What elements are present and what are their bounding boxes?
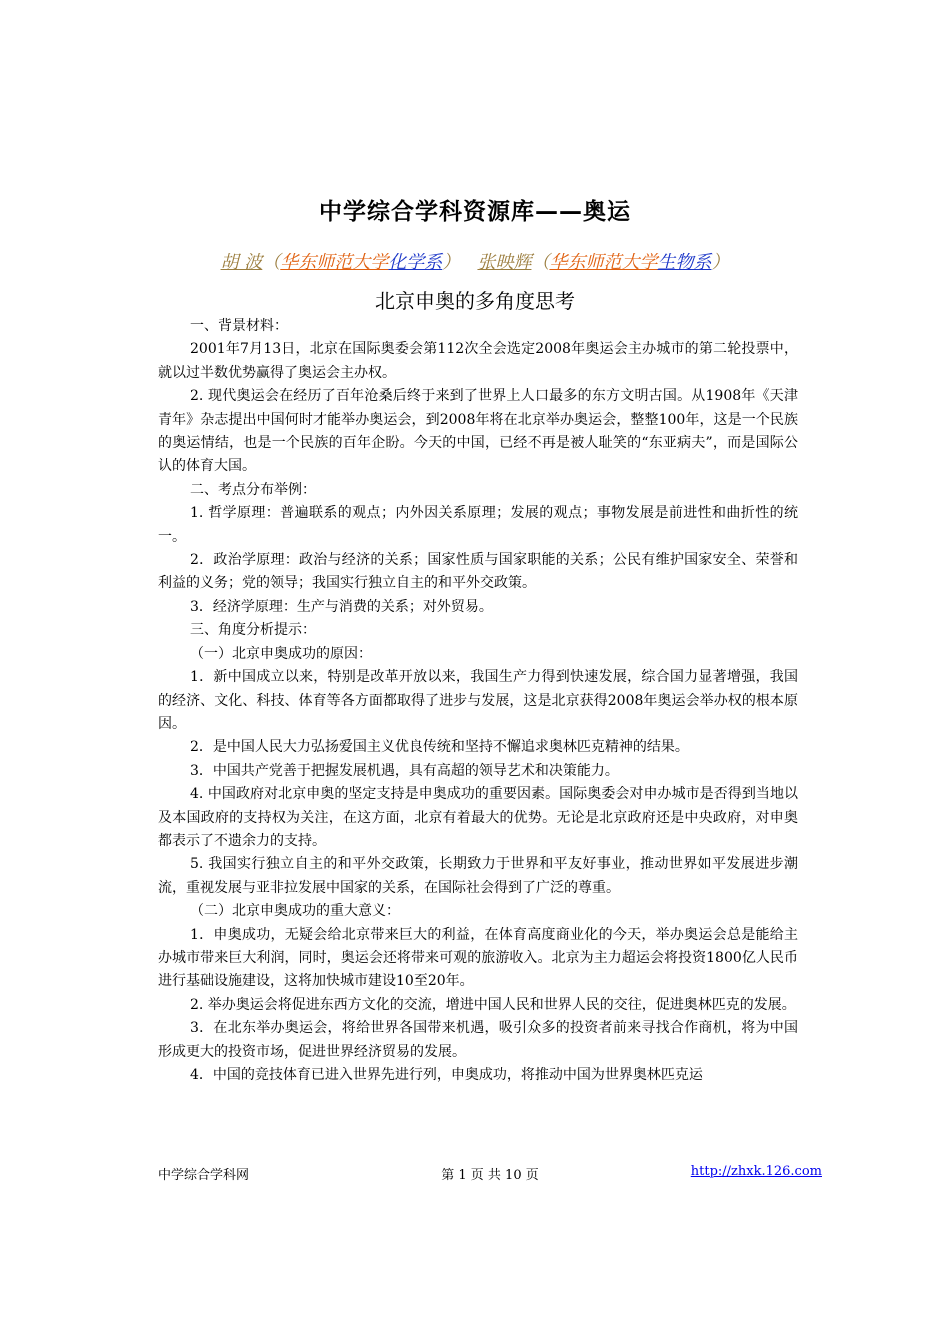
department-link-biology[interactable]: 生物系 — [657, 252, 712, 273]
author-line — [0, 248, 950, 274]
paragraph: （一）北京申奥成功的原因： — [190, 645, 372, 662]
close-paren: ） — [711, 252, 730, 273]
page-footer — [158, 1164, 822, 1184]
paragraph: 一、背景材料： — [190, 318, 288, 334]
article-body — [158, 315, 798, 1087]
paragraph: 2. 现代奥运会在经历了百年沧桑后终于来到了世界上人口最多的东方文明古国。从1908年《天津青年》杂志提出中国何时才能举办奥运会，到2008年将在北京举办奥运会，整整100年，这是一个民族的奥运情结，也是一个民族的百年企盼。今天的中国，已经不再是被人耻笑的“东亚病夫”，而是国际公认的体育大国。 — [158, 388, 798, 475]
close-paren: ） — [442, 252, 461, 273]
paragraph: 1. 哲学原理：普遍联系的观点；内外因关系原理；发展的观点；事物发展是前进性和曲折性的统一。 — [158, 505, 798, 545]
paragraph: 3．经济学原理：生产与消费的关系；对外贸易。 — [190, 598, 493, 615]
paragraph: 5. 我国实行独立自主的和平外交政策，长期致力于世界和平友好事业，推动世界如平发展进步潮流，重视发展与亚非拉发展中国家的关系，在国际社会得到了广泛的尊重。 — [158, 856, 798, 896]
paragraph: （二）北京申奥成功的重大意义： — [190, 903, 400, 920]
document-title: 中学综合学科资源库——奥运 — [319, 199, 631, 225]
paragraph: 4. 中国政府对北京申奥的坚定支持是申奥成功的重要因素。国际奥委会对申办城市是否得到当地以及本国政府的支持权为关注，在这方面，北京有着最大的优势。无论是北京政府还是中央政府，对申奥都表示了不遗余力的支持。 — [158, 786, 798, 849]
paragraph: 2．是中国人民大力弘扬爱国主义优良传统和坚持不懈追求奥林匹克精神的结果。 — [190, 739, 689, 756]
paragraph: 2. 举办奥运会将促进东西方文化的交流，增进中国人民和世界人民的交往，促进奥林匹克的发展。 — [190, 996, 796, 1013]
paragraph: 3．中国共产党善于把握发展机遇，具有高超的领导艺术和决策能力。 — [190, 762, 619, 779]
footer-site-link[interactable]: http://zhxk.126.com — [690, 1164, 822, 1179]
author-link-hu-bo[interactable]: 胡 波 — [220, 252, 263, 273]
footer-site-name: 中学综合学科网 — [158, 1168, 250, 1183]
footer-page-number: 第 1 页 共 10 页 — [441, 1168, 539, 1183]
paragraph: 1．申奥成功，无疑会给北京带来巨大的利益，在体育高度商业化的今天，举办奥运会总是能给主办城市带来巨大利润，同时，奥运会还将带来可观的旅游收入。北京为主力超运会将投资1800亿人民币进行基础设施建设，这将加快城市建设10至20年。 — [158, 926, 798, 990]
paragraph: 1．新中国成立以来，特别是改革开放以来，我国生产力得到快速发展，综合国力显著增强，我国的经济、文化、科技、体育等各方面都取得了进步与发展，这是北京获得2008年奥运会举办权的根本原因。 — [158, 669, 798, 732]
article-subtitle: 北京申奥的多角度思考 — [375, 289, 575, 313]
paragraph: 二、考点分布举例： — [190, 481, 316, 498]
open-paren: （ — [531, 252, 550, 273]
paragraph: 三、角度分析提示： — [190, 622, 316, 639]
paragraph: 4．中国的竞技体育已进入世界先进行列，申奥成功，将推动中国为世界奥林匹克运 — [190, 1067, 703, 1083]
author-link-zhang-yinghui[interactable]: 张映辉 — [477, 252, 532, 273]
paragraph: 2．政治学原理：政治与经济的关系；国家性质与国家职能的关系；公民有维护国家安全、荣誉和利益的义务；党的领导；我国实行独立自主的和平外交政策。 — [158, 552, 798, 592]
university-link-1[interactable]: 华东师范大学 — [280, 252, 389, 273]
open-paren: （ — [262, 252, 281, 273]
department-link-chemistry[interactable]: 化学系 — [388, 252, 443, 273]
paragraph: 2001年7月13日，北京在国际奥委会第112次全会选定2008年奥运会主办城市的第二轮投票中，就以过半数优势赢得了奥运会主办权。 — [158, 341, 798, 381]
paragraph: 3．在北东举办奥运会，将给世界各国带来机遇，吸引众多的投资者前来寻找合作商机，将为中国形成更大的投资市场，促进世界经济贸易的发展。 — [158, 1020, 798, 1060]
university-link-2[interactable]: 华东师范大学 — [549, 252, 658, 273]
